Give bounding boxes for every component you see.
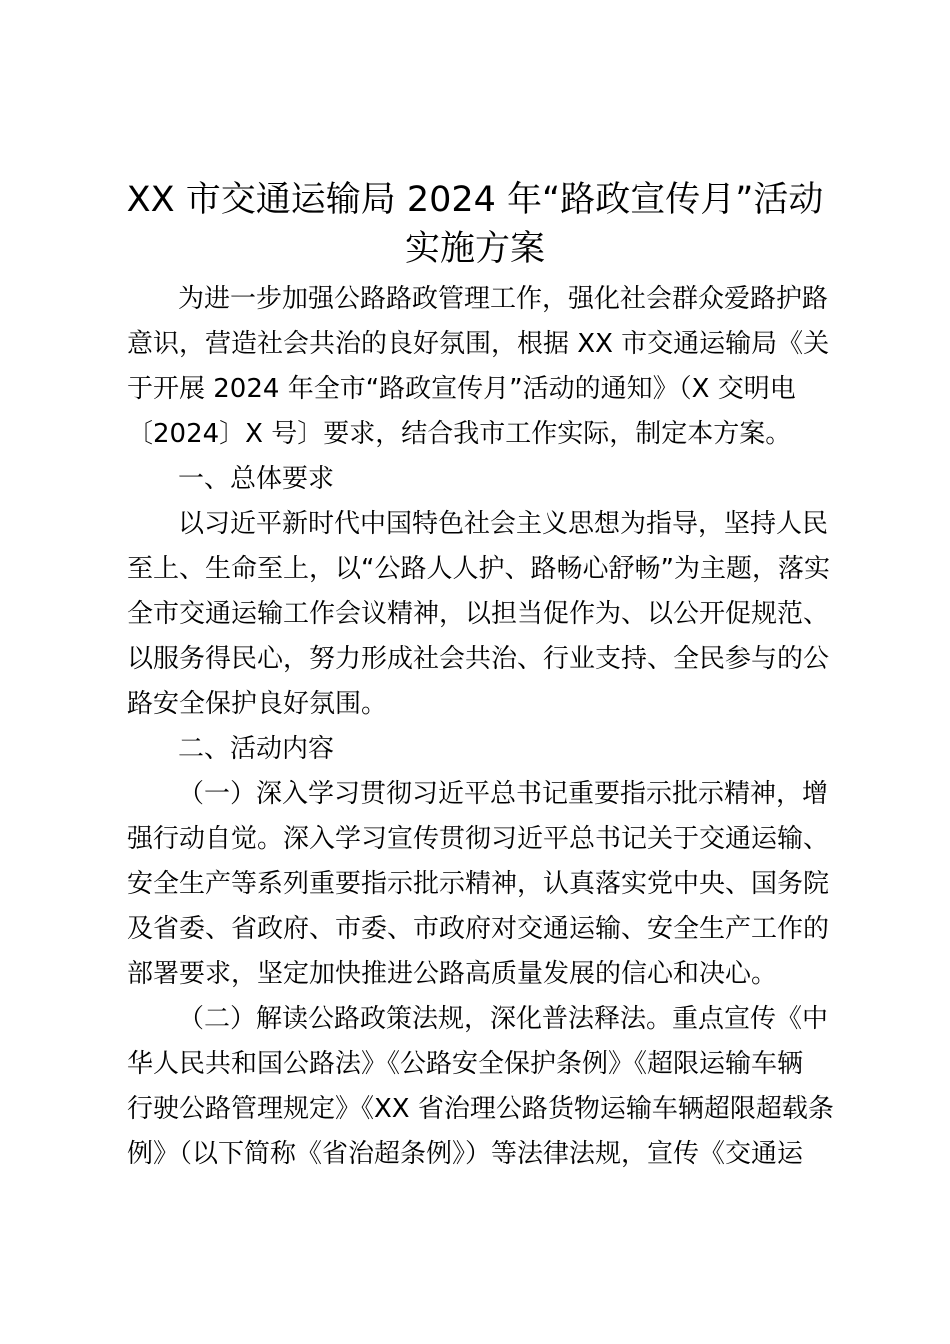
body-line-7: 全市交通运输工作会议精神，以担当促作为、以公开促规范、 <box>127 599 830 629</box>
document-title-line-2: 实施方案 <box>404 229 545 269</box>
body-line-15: （二）解读公路政策法规，深化普法释法。重点宣传《中 <box>178 1004 829 1034</box>
document-title-line-1: XX 市交通运输局 2024 年“路政宣传月”活动 <box>126 180 824 220</box>
body-line-11: 强行动自觉。深入学习宣传贯彻习近平总书记关于交通运输、 <box>127 824 830 854</box>
body-line-17: 行驶公路管理规定》《XX 省治理公路货物运输车辆超限超载条 <box>127 1094 834 1124</box>
body-line-12: 安全生产等系列重要指示批示精神，认真落实党中央、国务院 <box>127 869 830 899</box>
body-line-1: 为进一步加强公路路政管理工作，强化社会群众爱路护路 <box>178 284 829 314</box>
body-line-13: 及省委、省政府、市委、市政府对交通运输、安全生产工作的 <box>127 914 830 944</box>
body-line-5: 以习近平新时代中国特色社会主义思想为指导，坚持人民 <box>178 509 829 539</box>
body-line-8: 以服务得民心，努力形成社会共治、行业支持、全民参与的公 <box>127 644 830 674</box>
body-line-3: 于开展 2024 年全市“路政宣传月”活动的通知》（X 交明电 <box>127 374 796 404</box>
body-line-14: 部署要求，坚定加快推进公路高质量发展的信心和决心。 <box>127 959 778 989</box>
section-heading-1: 一、总体要求 <box>178 464 335 494</box>
body-line-18: 例》（以下简称《省治超条例》）等法律法规，宣传《交通运 <box>127 1139 804 1169</box>
section-heading-2: 二、活动内容 <box>178 734 335 764</box>
body-line-2: 意识，营造社会共治的良好氛围，根据 XX 市交通运输局《关 <box>127 329 830 359</box>
body-line-16: 华人民共和国公路法》《公路安全保护条例》《超限运输车辆 <box>127 1049 804 1079</box>
body-line-4: 〔2024〕X 号〕要求，结合我市工作实际，制定本方案。 <box>127 419 792 449</box>
body-line-9: 路安全保护良好氛围。 <box>127 689 388 719</box>
body-line-6: 至上、生命至上，以“公路人人护、路畅心舒畅”为主题，落实 <box>127 554 830 584</box>
body-line-10: （一）深入学习贯彻习近平总书记重要指示批示精神，增 <box>178 779 829 809</box>
